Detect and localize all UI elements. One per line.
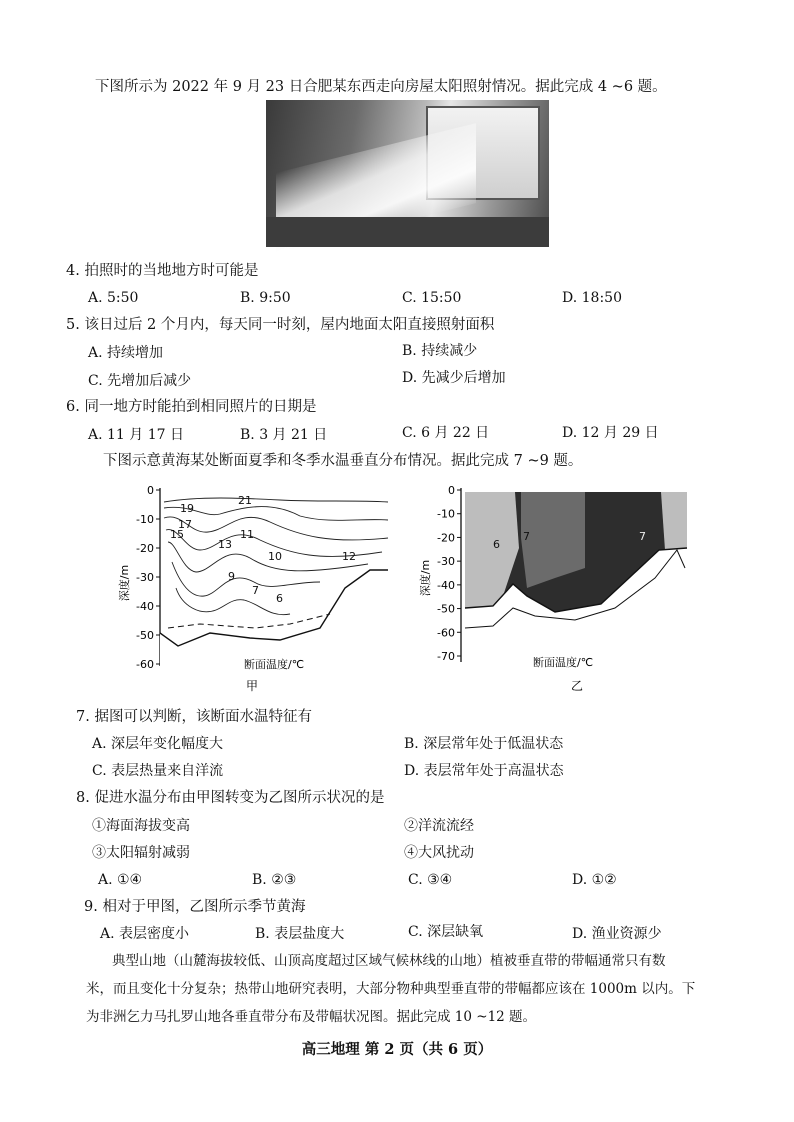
iso-label-17: 17	[178, 518, 192, 531]
y-tick-label: -50	[136, 629, 154, 642]
q8-option-d[interactable]: D. ①②	[572, 872, 617, 888]
iso-label-6: 6	[493, 538, 500, 551]
y-tick-label: 0	[147, 484, 154, 497]
q7-option-d[interactable]: D. 表层常年处于高温状态	[404, 763, 564, 779]
q5-option-d[interactable]: D. 先减少后增加	[402, 370, 506, 386]
q9-option-d[interactable]: D. 渔业资源少	[572, 926, 662, 942]
page-footer: 高三地理 第 2 页（共 6 页）	[301, 1041, 493, 1058]
q8-item-3: ③太阳辐射减弱	[92, 845, 190, 861]
q8-item-2: ②洋流流经	[404, 818, 474, 834]
q7-option-c[interactable]: C. 表层热量来自洋流	[92, 763, 224, 779]
y-tick-label: 0	[448, 484, 455, 497]
iso-label-7a: 7	[523, 530, 530, 543]
q4-option-d[interactable]: D. 18:50	[562, 290, 622, 306]
intro-text-3-line-2: 米，而且变化十分复杂；热带山地研究表明，大部分物种典型垂直带的带幅都应该在 1000m 以内。下	[86, 981, 696, 997]
intro-text-3-line-1: 典型山地（山麓海拔较低、山顶高度超过区域气候林线的山地）植被垂直带的带幅通常只有数	[112, 953, 666, 969]
x-axis-label: 断面温度/℃	[533, 656, 594, 669]
y-tick-label: -10	[437, 507, 455, 521]
house-sunlight-photo	[266, 100, 549, 247]
y-tick-label: -20	[136, 542, 154, 555]
shelf-water-left	[465, 492, 519, 608]
intro-text-2: 下图示意黄海某处断面夏季和冬季水温垂直分布情况。据此完成 7 ~9 题。	[103, 453, 583, 469]
q7-stem: 7. 据图可以判断，该断面水温特征有	[76, 709, 312, 725]
y-tick-label: -70	[437, 650, 455, 663]
iso-label-10: 10	[268, 550, 282, 563]
q6-option-c[interactable]: C. 6 月 22 日	[402, 425, 490, 441]
iso-label-21: 21	[238, 494, 252, 507]
iso-label-12: 12	[342, 550, 356, 563]
q9-stem: 9. 相对于甲图，乙图所示季节黄海	[84, 899, 306, 915]
q8-item-1: ①海面海拔变高	[92, 818, 190, 834]
y-tick-label: -30	[437, 555, 455, 569]
chart-jia	[120, 478, 410, 698]
q6-stem: 6. 同一地方时能拍到相同照片的日期是	[66, 399, 317, 415]
seafloor	[160, 570, 388, 666]
y-tick-label: -10	[136, 513, 154, 526]
q6-option-d[interactable]: D. 12 月 29 日	[562, 425, 659, 441]
q7-option-b[interactable]: B. 深层常年处于低温状态	[404, 736, 564, 752]
x-axis-label: 断面温度/℃	[244, 658, 305, 671]
q7-option-a[interactable]: A. 深层年变化幅度大	[92, 736, 224, 752]
q6-option-b[interactable]: B. 3 月 21 日	[240, 427, 328, 443]
y-tick-label: -30	[136, 571, 154, 584]
y-tick-label: -20	[437, 531, 455, 545]
q4-option-a[interactable]: A. 5:50	[88, 290, 139, 306]
y-tick-label: -40	[437, 578, 455, 592]
q8-option-b[interactable]: B. ②③	[252, 872, 297, 888]
q8-item-4: ④大风扰动	[404, 845, 474, 861]
q4-option-b[interactable]: B. 9:50	[240, 290, 291, 306]
q5-option-a[interactable]: A. 持续增加	[88, 345, 164, 361]
shelf-water-right	[661, 492, 687, 550]
y-tick-label: -60	[437, 626, 455, 640]
iso-label-15: 15	[170, 528, 184, 541]
q9-option-a[interactable]: A. 表层密度小	[100, 926, 190, 942]
iso-label-7b: 7	[639, 530, 646, 543]
panel-label-jia: 甲	[246, 679, 259, 693]
y-axis-label: 深度/m	[118, 564, 131, 602]
q6-option-a[interactable]: A. 11 月 17 日	[88, 427, 184, 443]
iso-label-7: 7	[252, 584, 259, 597]
y-tick-label: -50	[437, 602, 455, 616]
q8-option-a[interactable]: A. ①④	[98, 872, 143, 888]
iso-label-9: 9	[228, 570, 235, 583]
intro-text-3-line-3: 为非洲乞力马扎罗山地各垂直带分布及带幅状况图。据此完成 10 ~12 题。	[86, 1009, 537, 1025]
y-tick-label: -60	[136, 658, 154, 671]
y-axis-label: 深度/m	[419, 559, 432, 597]
iso-label-6: 6	[276, 592, 283, 605]
q4-stem: 4. 拍照时的当地地方时可能是	[66, 263, 259, 279]
q9-option-b[interactable]: B. 表层盐度大	[255, 926, 345, 942]
y-tick-label: -40	[136, 600, 154, 613]
iso-label-11: 11	[240, 528, 254, 541]
q9-option-c[interactable]: C. 深层缺氧	[408, 924, 484, 940]
q4-option-c[interactable]: C. 15:50	[402, 290, 462, 306]
intro-text-1: 下图所示为 2022 年 9 月 23 日合肥某东西走向房屋太阳照射情况。据此完成 4 ~6 题。	[95, 79, 667, 95]
q8-stem: 8. 促进水温分布由甲图转变为乙图所示状况的是	[76, 790, 385, 806]
dashed-line	[168, 614, 330, 628]
panel-label-yi: 乙	[571, 679, 584, 693]
q5-option-b[interactable]: B. 持续减少	[402, 343, 478, 359]
q5-option-c[interactable]: C. 先增加后减少	[88, 373, 192, 389]
chart-yi	[415, 478, 715, 698]
q5-stem: 5. 该日过后 2 个月内，每天同一时刻，屋内地面太阳直接照射面积	[66, 317, 495, 333]
iso-label-13: 13	[218, 538, 232, 551]
q8-option-c[interactable]: C. ③④	[408, 872, 453, 888]
iso-label-19: 19	[180, 502, 194, 515]
floor-shadow	[266, 217, 549, 247]
